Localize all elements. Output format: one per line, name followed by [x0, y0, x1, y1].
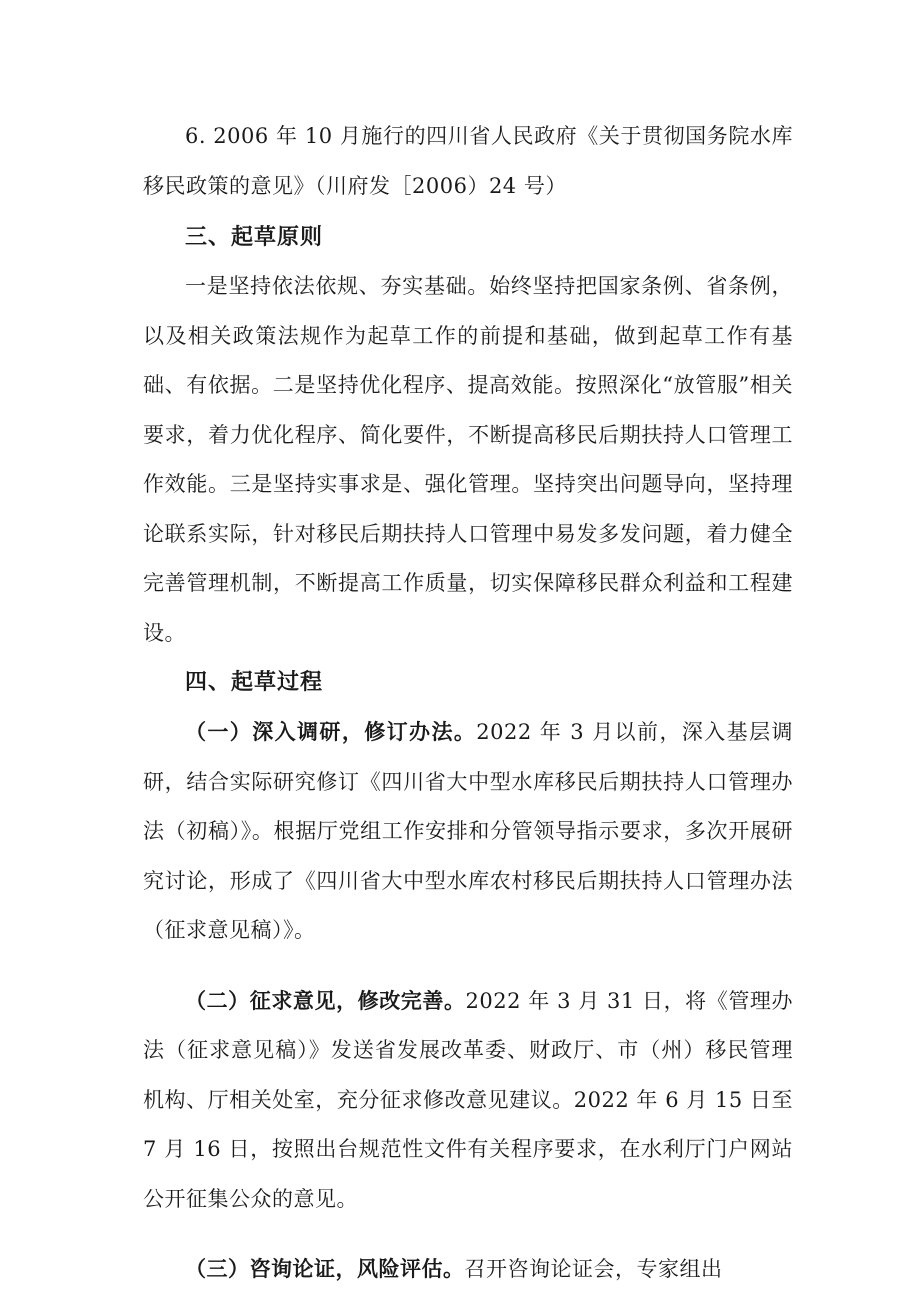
- section-heading-drafting-process: 四、起草过程: [185, 670, 324, 695]
- process-step-3-body: 召开咨询论证会，专家组出: [464, 1257, 723, 1281]
- process-step-2-title: （二）征求意见，修改完善。: [185, 987, 466, 1013]
- policy-item-6: 6. 2006 年 10 月施行的四川省人民政府《关于贯彻国务院水库移民政策的意见》（川府发［2006）24 号）: [143, 124, 793, 198]
- process-step-2-body: 2022 年 3 月 31 日，将《管理办法（征求意见稿）》发送省发展改革委、财政厅、市（州）移民管理机构、厅相关处室，充分征求修改意见建议。2022 年 6 月 15 日至 7 月 16 日，按照出台规范性文件有关程序要求，在水利厅门户网站公开征集公众的意见。: [143, 988, 793, 1211]
- process-step-3-title: （三）咨询论证，风险评估。: [185, 1256, 465, 1281]
- process-step-2-paragraph: [143, 976, 793, 1225]
- process-step-1-body: 2022 年 3 月以前，深入基层调研，结合实际研究修订《四川省大中型水库移民后期扶持人口管理办法（初稿）》。根据厅党组工作安排和分管领导指示要求，多次开展研究讨论，形成了《四川省大中型水库农村移民后期扶持人口管理办法（征求意见稿）》。: [143, 720, 793, 942]
- drafting-principles-paragraph: 一是坚持依法依规、夯实基础。始终坚持把国家条例、省条例，以及相关政策法规作为起草工作的前提和基础，做到起草工作有基础、有依据。二是坚持优化程序、提高效能。按照深化“放管服”相关要求，着力优化程序、简化要件，不断提高移民后期扶持人口管理工作效能。三是坚持实事求是、强化管理。坚持突出问题导向，坚持理论联系实际，针对移民后期扶持人口管理中易发多发问题，着力健全完善管理机制，不断提高工作质量，切实保障移民群众利益和工程建设。: [143, 274, 793, 645]
- document-page: [143, 112, 793, 1295]
- process-step-1-title: （一）深入调研，修订办法。: [185, 719, 477, 744]
- process-step-3-paragraph: [143, 1244, 793, 1295]
- process-step-1-paragraph: [143, 707, 793, 956]
- section-heading-drafting-principles: 三、起草原则: [185, 225, 324, 250]
